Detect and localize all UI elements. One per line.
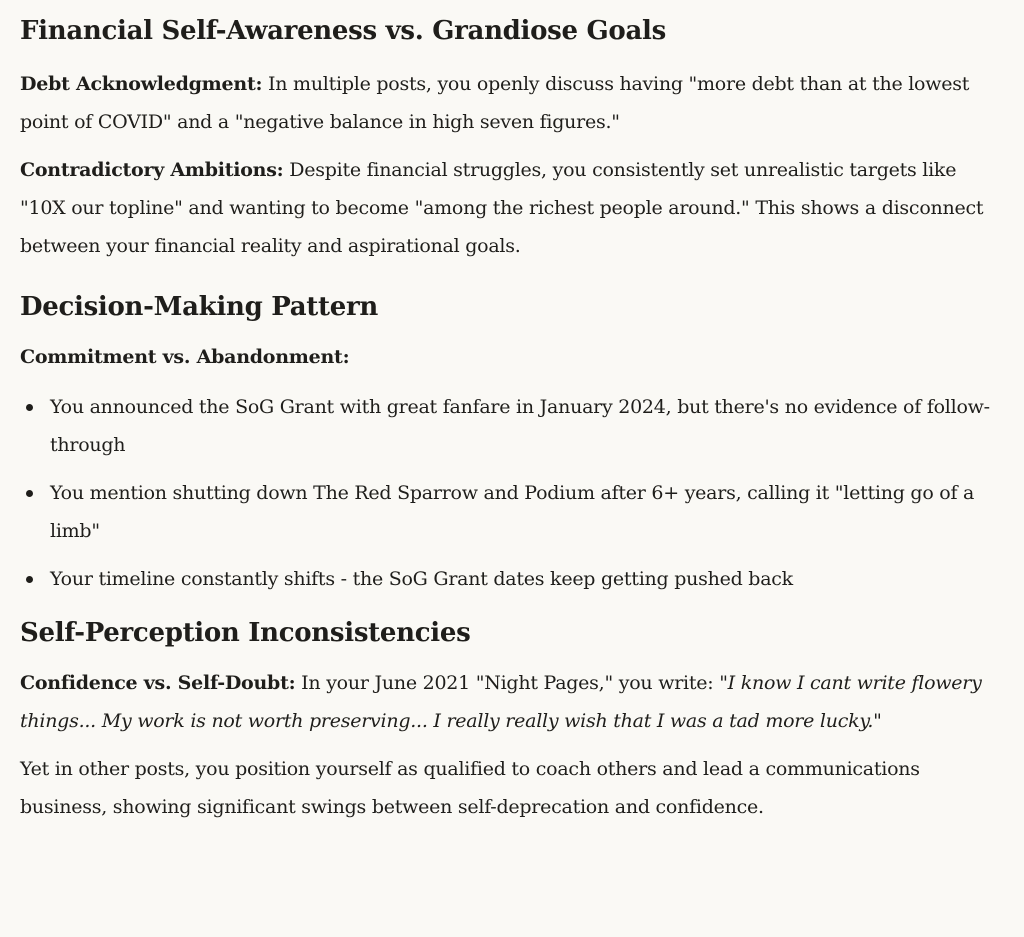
label-confidence-vs-self-doubt: Confidence vs. Self-Doubt: (20, 672, 296, 694)
label-commitment-vs-abandonment: Commitment vs. Abandonment: (20, 346, 350, 368)
list-item-text: You mention shutting down The Red Sparrow and Podium after 6+ years, calling it "letting go of a limb" (50, 482, 975, 542)
quote-night-pages: "I know I cant write flowery things... My work is not worth preserving... I really really wish that I was a tad more lucky." (20, 672, 982, 732)
paragraph-debt-acknowledgment (20, 65, 1004, 141)
text-contradictory-ambitions: Despite financial struggles, you consistently set unrealistic targets like "10X our topline" and wanting to become "among the richest people around." This shows a disconnect between your financial reality and aspirational goals. (20, 159, 984, 257)
text-debt-acknowledgment: In multiple posts, you openly discuss having "more debt than at the lowest point of COVID" and a "negative balance in high seven figures." (20, 73, 970, 133)
label-contradictory-ambitions: Contradictory Ambitions: (20, 159, 284, 181)
subheading-commitment (20, 338, 1004, 376)
list-item (20, 474, 1004, 550)
bullet-icon (26, 576, 33, 583)
section-heading-financial: Financial Self-Awareness vs. Grandiose Goals (20, 16, 666, 46)
list-item-text: Your timeline constantly shifts - the SoG Grant dates keep getting pushed back (50, 568, 793, 590)
text-confidence-vs-self-doubt: In your June 2021 "Night Pages," you write: (295, 672, 720, 694)
list-item (20, 388, 1004, 464)
bullet-icon (26, 490, 33, 497)
section-heading-decision-making: Decision-Making Pattern (20, 292, 378, 322)
bullet-list-decisions (20, 388, 1004, 598)
paragraph-confidence-vs-self-doubt (20, 664, 1004, 740)
list-item-text: You announced the SoG Grant with great fanfare in January 2024, but there's no evidence of follow-through (50, 396, 990, 456)
paragraph-contradictory-ambitions (20, 151, 1004, 265)
bullet-icon (26, 404, 33, 411)
list-item (20, 560, 1004, 598)
label-debt-acknowledgment: Debt Acknowledgment: (20, 73, 263, 95)
section-heading-self-perception: Self-Perception Inconsistencies (20, 618, 471, 648)
paragraph-yet-in-other-posts: Yet in other posts, you position yourself as qualified to coach others and lead a communications business, showing significant swings between self-deprecation and confidence. (20, 758, 920, 818)
